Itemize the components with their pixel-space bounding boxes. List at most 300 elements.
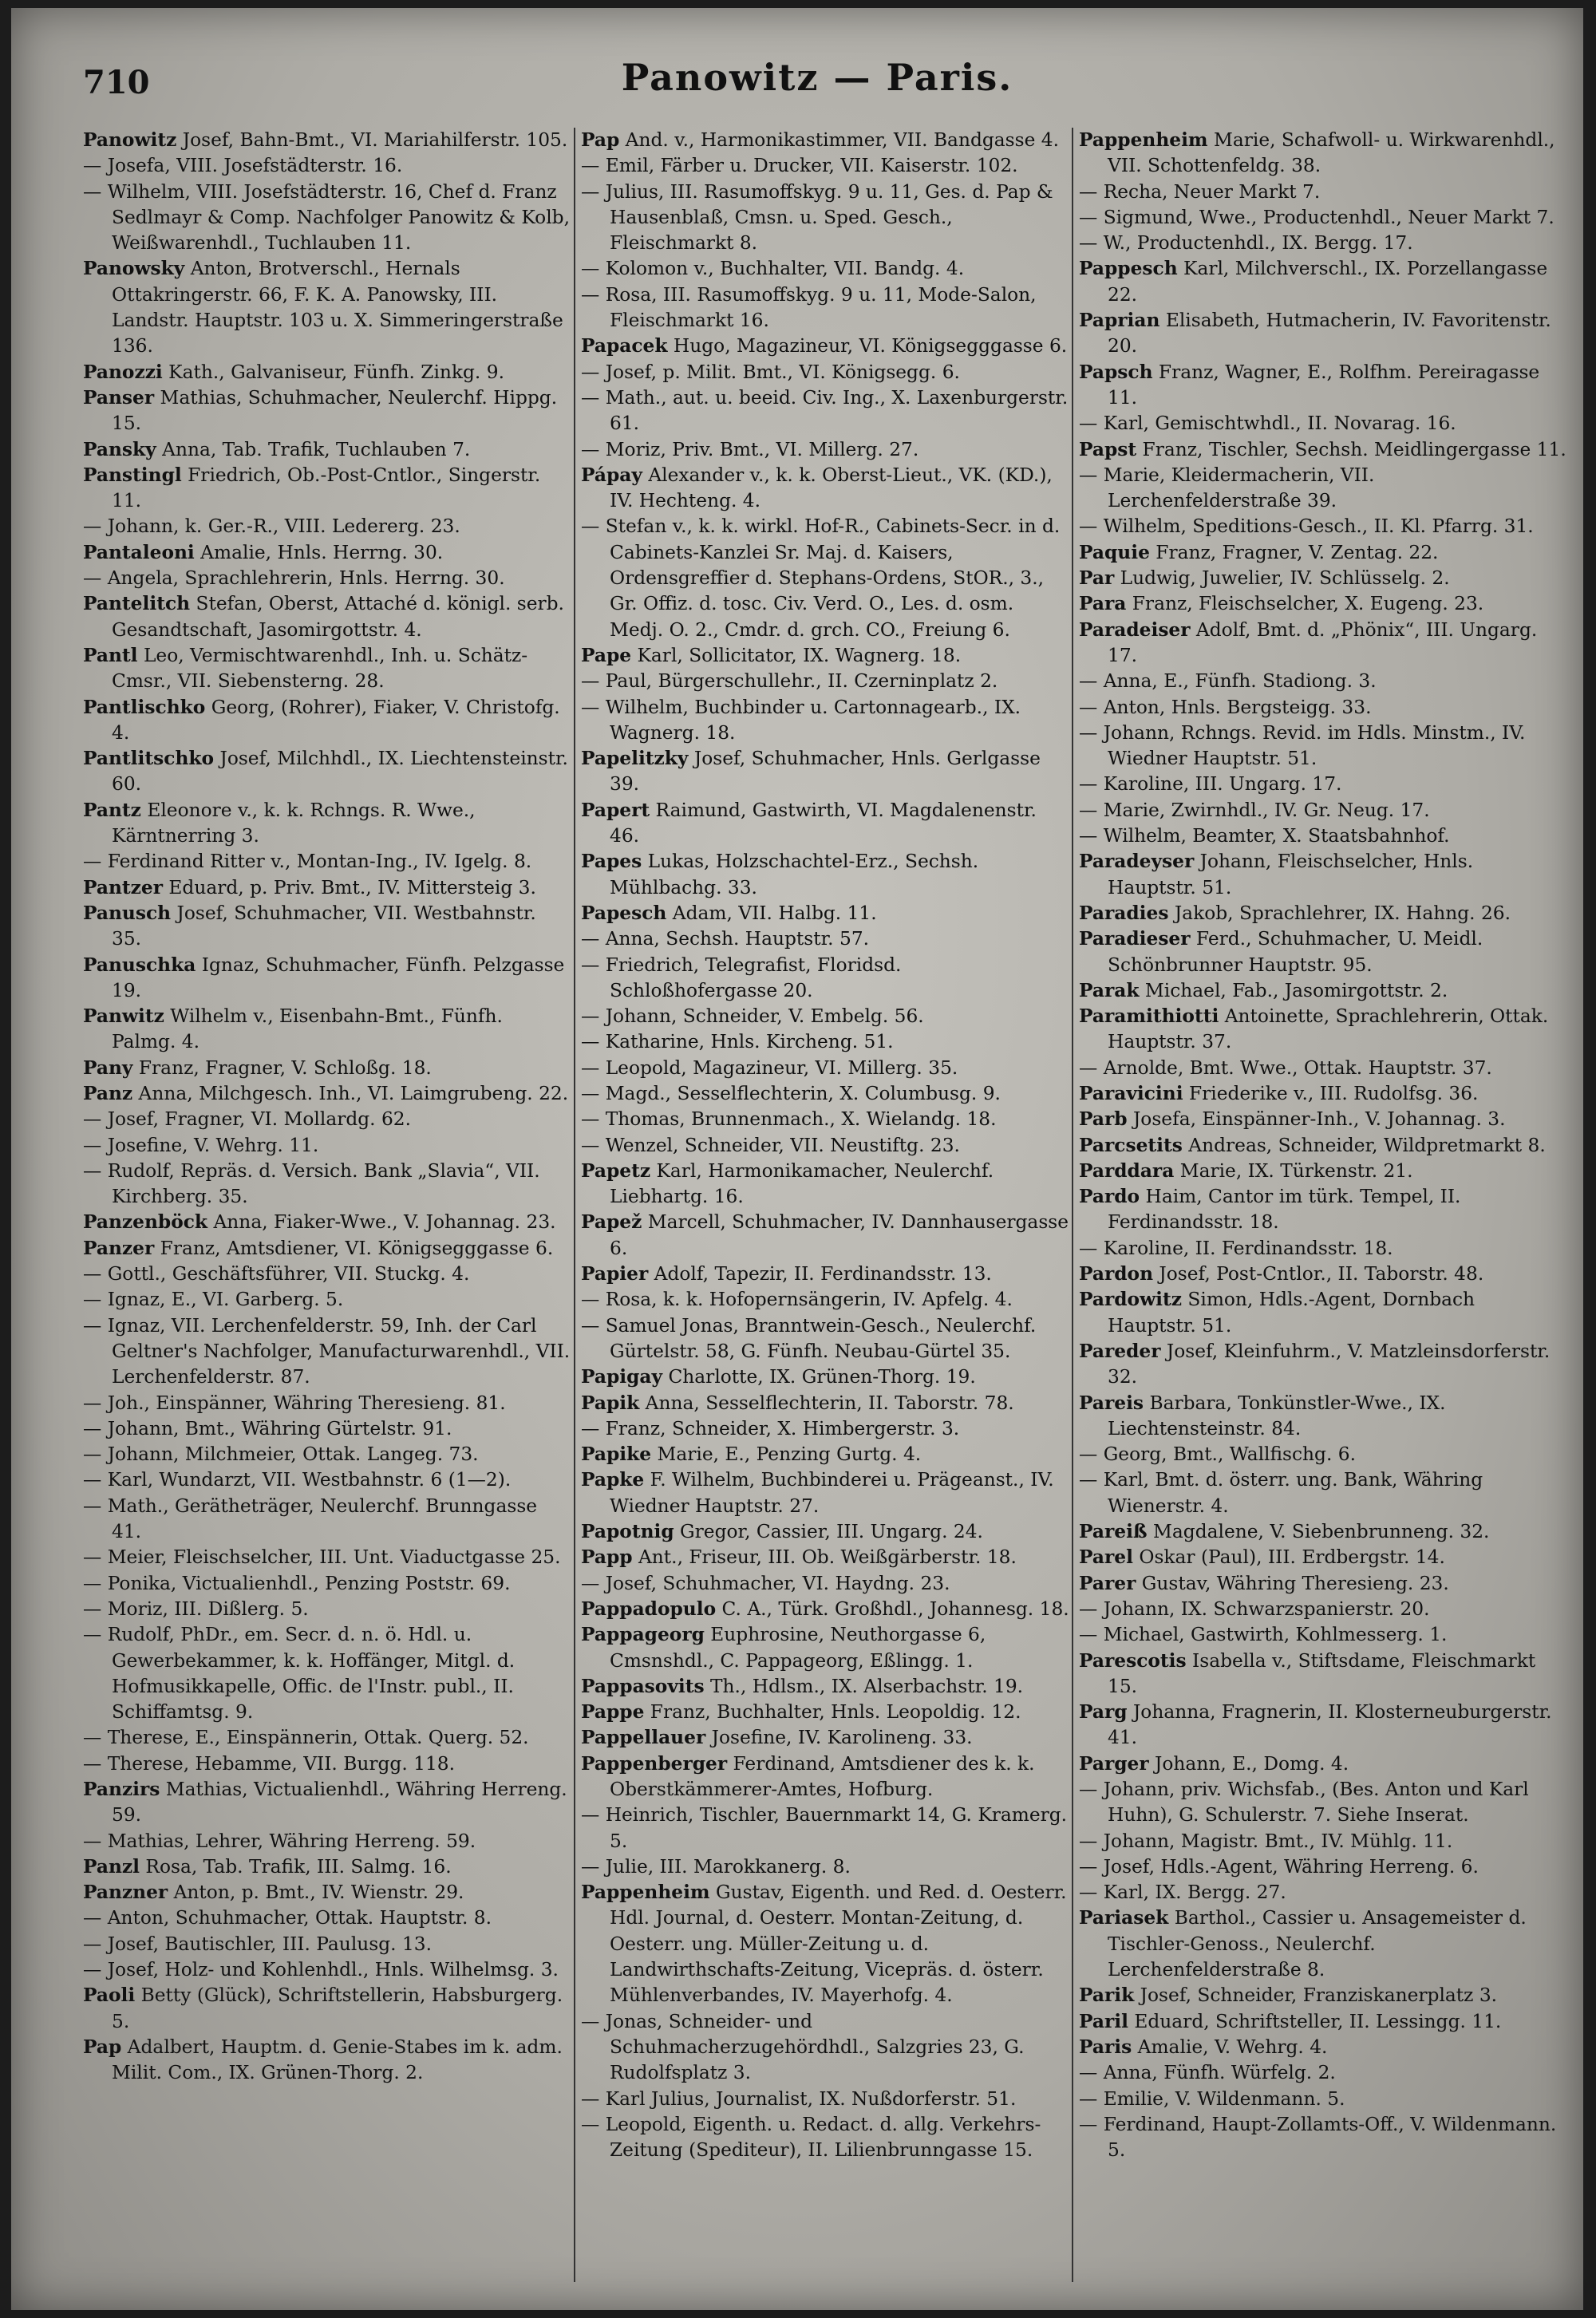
entry-details: Josef, Post-Cntlor., II. Taborstr. 48. [1153, 1263, 1484, 1285]
directory-entry [1079, 540, 1567, 566]
directory-entry [1079, 1442, 1567, 1467]
entry-details: Th., Hdlsm., IX. Alserbachstr. 19. [704, 1675, 1024, 1697]
entry-details: Anton, Brotverschl., Hernals Ottakringerstr. 66, F. K. A. Panowsky, III. Landstr. Hauptstr. 103 u. X. Simmeringerstraße 136. [112, 258, 563, 357]
entry-details: — Moriz, Priv. Bmt., VI. Millerg. 27. [581, 438, 919, 460]
entry-surname: Papert [581, 799, 650, 821]
directory-entry [83, 1133, 571, 1159]
directory-entry [83, 1416, 571, 1442]
entry-surname: Pantl [83, 644, 138, 666]
entry-details: Euphrosine, Neuthorgasse 6, Cmsnshdl., C. Pappageorg, Eßlingg. 1. [610, 1624, 986, 1672]
entry-details: — Ignaz, VII. Lerchenfelderstr. 59, Inh. der Carl Geltner's Nachfolger, Manufacturwarenhdl., VII. Lerchenfelderstr. 87. [83, 1314, 571, 1388]
entry-details: — Gottl., Geschäftsführer, VII. Stuckg. 4. [83, 1263, 470, 1285]
directory-entry [83, 798, 571, 850]
entry-details: Josef, Schuhmacher, VII. Westbahnstr. 35. [112, 902, 536, 950]
entry-details: Friederike v., III. Rudolfsg. 36. [1183, 1082, 1479, 1104]
entry-details: — Karl, Wundarzt, VII. Westbahnstr. 6 (1—2). [83, 1469, 512, 1491]
entry-surname: Panzer [83, 1237, 155, 1259]
entry-details: — Josef, p. Milit. Bmt., VI. Königsegg. 6. [581, 361, 960, 383]
directory-entry [83, 1262, 571, 1287]
directory-entry [581, 2009, 1069, 2087]
directory-entry [83, 128, 571, 153]
entry-details: — Therese, Hebamme, VII. Burgg. 118. [83, 1752, 456, 1775]
directory-entry [581, 180, 1069, 257]
entry-details: Franz, Fragner, V. Schloßg. 18. [132, 1056, 432, 1079]
directory-entry [83, 1159, 571, 1210]
entry-details: — Meier, Fleischselcher, III. Unt. Viaductgasse 25. [83, 1546, 561, 1569]
entry-surname: Paradies [1079, 902, 1169, 924]
entry-details: Anna, Milchgesch. Inh., VI. Laimgrubeng. 22. [132, 1082, 569, 1104]
entry-details: Barbara, Tonkünstler-Wwe., IX. Liechtensteinstr. 84. [1108, 1392, 1446, 1439]
directory-entry [1079, 1184, 1567, 1236]
entry-details: — Rosa, k. k. Hofopernsängerin, IV. Apfelg. 4. [581, 1289, 1013, 1311]
entry-details: Johanna, Fragnerin, II. Klosterneuburgerstr. 41. [1108, 1701, 1552, 1749]
directory-entry [1079, 2087, 1567, 2112]
page-header [83, 56, 1551, 120]
entry-details: — Therese, E., Einspännerin, Ottak. Querg. 52. [83, 1727, 529, 1749]
entry-details: — Friedrich, Telegrafist, Floridsd. Schloßhofergasse 20. [581, 954, 902, 1001]
directory-entry [1079, 1236, 1567, 1262]
directory-entry [83, 1391, 571, 1416]
entry-details: Franz, Wagner, E., Rolfhm. Pereiragasse 11. [1108, 361, 1540, 409]
directory-entry [581, 153, 1069, 179]
entry-details: — Josef, Fragner, VI. Mollardg. 62. [83, 1108, 412, 1131]
directory-entry [581, 1442, 1069, 1467]
entry-details: — Samuel Jonas, Branntwein-Gesch., Neulerchf. Gürtelstr. 58, G. Fünfh. Neubau-Gürtel 35. [581, 1314, 1037, 1362]
entry-details: Mathias, Schuhmacher, Neulerchf. Hippg. 15. [112, 386, 558, 435]
entry-details: — Marie, Zwirnhdl., IV. Gr. Neug. 17. [1079, 799, 1430, 821]
entry-details: — Karoline, III. Ungarg. 17. [1079, 773, 1342, 796]
entry-details: And. v., Harmonikastimmer, VII. Bandgasse 4. [619, 129, 1059, 151]
entry-details: Johann, Fleischselcher, Hnls. Hauptstr. 51. [1108, 851, 1474, 898]
entry-surname: Panwitz [83, 1005, 164, 1028]
entry-details: — Michael, Gastwirth, Kohlmesserg. 1. [1079, 1624, 1448, 1646]
directory-entry [1079, 695, 1567, 721]
entry-details: Franz, Fragner, V. Zentag. 22. [1149, 541, 1439, 563]
entry-surname: Papke [581, 1469, 645, 1491]
entry-surname: Pappe [581, 1701, 645, 1724]
directory-entry [1079, 1751, 1567, 1777]
directory-entry [1079, 1391, 1567, 1443]
entry-surname: Paril [1079, 2010, 1128, 2032]
entry-surname: Paradieser [1079, 928, 1191, 950]
entry-surname: Papes [581, 851, 642, 873]
directory-entry [581, 514, 1069, 642]
entry-surname: Papotnig [581, 1521, 674, 1543]
directory-entry [83, 1597, 571, 1622]
directory-entry [581, 1725, 1069, 1751]
directory-entry [581, 2112, 1069, 2164]
entry-surname: Pantlischko [83, 696, 206, 718]
directory-entry [83, 1854, 571, 1880]
directory-entry [1079, 180, 1567, 205]
directory-entry [581, 1262, 1069, 1287]
entry-details: Franz, Fleischselcher, X. Eugeng. 23. [1126, 593, 1484, 615]
entry-details: — Ferdinand Ritter v., Montan-Ing., IV. Igelg. 8. [83, 851, 532, 873]
entry-details: — Ignaz, E., VI. Garberg. 5. [83, 1289, 344, 1311]
entry-surname: Papetz [581, 1159, 651, 1182]
entry-details: — Ferdinand, Haupt-Zollamts-Off., V. Wildenmann. 5. [1079, 2113, 1557, 2162]
directory-entry [581, 746, 1069, 798]
entry-details: — Heinrich, Tischler, Bauernmarkt 14, G. Kramerg. 5. [581, 1804, 1068, 1852]
directory-entry [581, 695, 1069, 747]
entry-details: — Josef, Holz- und Kohlenhdl., Hnls. Wilhelmsg. 3. [83, 1959, 559, 1981]
directory-entry [581, 669, 1069, 694]
entry-details: Mathias, Victualienhdl., Währing Herreng. 59. [112, 1779, 567, 1826]
entry-surname: Pareder [1079, 1340, 1161, 1362]
directory-entry [83, 540, 571, 566]
directory-entry [1079, 1983, 1567, 2008]
entry-details: — Stefan v., k. k. wirkl. Hof-R., Cabinets-Secr. in d. Cabinets-Kanzlei Sr. Maj. d. Kaisers, Ordensgreffier d. Stephans-Ordens, StOR., 3., Gr. Offiz. d. tosc. Civ. Verd. O., Les. d. osm. Medj. O. 2., Cmdr. d. grch. CO., Freiung 6. [581, 515, 1061, 641]
entry-surname: Panozzi [83, 361, 163, 383]
directory-entry [581, 334, 1069, 359]
directory-entry [581, 360, 1069, 385]
directory-entry [83, 256, 571, 359]
entry-surname: Papesch [581, 902, 667, 924]
entry-surname: Papigay [581, 1366, 663, 1388]
directory-entry [1079, 978, 1567, 1004]
directory-entry [83, 591, 571, 643]
entry-details: — Franz, Schneider, X. Himbergerstr. 3. [581, 1417, 960, 1439]
directory-entry [581, 1467, 1069, 1519]
directory-entry [1079, 1519, 1567, 1545]
directory-entry [581, 926, 1069, 952]
entry-surname: Parel [1079, 1546, 1133, 1569]
entry-details: — Wilhelm, VIII. Josefstädterstr. 16, Chef d. Franz Sedlmayr & Comp. Nachfolger Panowitz & Kolb, Weißwarenhdl., Tuchlauben 11. [83, 180, 570, 255]
directory-entry [581, 1854, 1069, 1880]
entry-details: Amalie, V. Wehrg. 4. [1132, 2036, 1328, 2058]
directory-entry [83, 1467, 571, 1493]
directory-entry [581, 1597, 1069, 1622]
entry-details: Oskar (Paul), III. Erdbergstr. 14. [1132, 1546, 1445, 1569]
entry-details: Wilhelm v., Eisenbahn-Bmt., Fünfh. Palmg. 4. [112, 1005, 503, 1053]
entry-surname: Papelitzky [581, 748, 689, 770]
page-number: 710 [83, 64, 150, 101]
directory-entry [581, 1056, 1069, 1081]
entry-details: Rosa, Tab. Trafik, III. Salmg. 16. [140, 1855, 452, 1878]
entry-details: Alexander v., k. k. Oberst-Lieut., VK. (KD.), IV. Hechteng. 4. [610, 464, 1053, 512]
entry-details: C. A., Türk. Großhdl., Johannesg. 18. [716, 1597, 1069, 1620]
entry-surname: Pappesch [1079, 258, 1178, 280]
directory-entry [581, 1416, 1069, 1442]
entry-details: Eduard, Schriftsteller, II. Lessingg. 11. [1128, 2010, 1502, 2032]
directory-page [11, 8, 1583, 2310]
entry-details: — Josef, Hdls.-Agent, Währing Herreng. 6. [1079, 1855, 1479, 1878]
entry-surname: Parer [1079, 1572, 1136, 1594]
entry-details: — Johann, Bmt., Währing Gürtelstr. 91. [83, 1417, 452, 1439]
entry-details: — Julius, III. Rasumoffskyg. 9 u. 11, Ges. d. Pap & Hausenblaß, Cmsn. u. Sped. Gesch., Fleischmarkt 8. [581, 180, 1053, 255]
directory-entry [581, 463, 1069, 515]
directory-entry [581, 437, 1069, 463]
entry-details: Karl, Milchverschl., IX. Porzellangasse 22. [1108, 258, 1548, 306]
entry-surname: Pap [581, 129, 620, 151]
entry-surname: Pardon [1079, 1263, 1154, 1285]
directory-entry [1079, 231, 1567, 256]
directory-entry [1079, 901, 1567, 926]
entry-details: — Karl, IX. Bergg. 27. [1079, 1882, 1286, 1904]
directory-entry [83, 1957, 571, 1983]
directory-entry [1079, 308, 1567, 360]
entry-surname: Panzner [83, 1882, 168, 1904]
directory-entry [83, 695, 571, 747]
entry-details: Barthol., Cassier u. Ansagemeister d. Tischler-Genoss., Neulerchf. Lerchenfelderstraße 8. [1108, 1907, 1527, 1981]
directory-entry [1079, 798, 1567, 823]
entry-details: F. Wilhelm, Buchbinderei u. Prägeanst., IV. Wiedner Hauptstr. 27. [610, 1469, 1054, 1517]
entry-details: Gustav, Währing Theresieng. 23. [1136, 1572, 1449, 1594]
entry-details: Simon, Hdls.-Agent, Dornbach Hauptstr. 51. [1108, 1289, 1476, 1337]
directory-entry [83, 1880, 571, 1905]
directory-entry [581, 1081, 1069, 1107]
entry-surname: Papike [581, 1443, 652, 1466]
directory-entry [581, 1751, 1069, 1803]
entry-surname: Papier [581, 1263, 649, 1285]
directory-entry [83, 1494, 571, 1546]
directory-entry [1079, 514, 1567, 539]
entry-details: Jakob, Sprachlehrer, IX. Hahng. 26. [1168, 902, 1511, 924]
directory-entry [581, 1133, 1069, 1159]
entry-surname: Paquie [1079, 541, 1150, 563]
directory-entry [581, 1700, 1069, 1725]
entry-details: Amalie, Hnls. Herrng. 30. [194, 541, 444, 563]
directory-entry [1079, 1880, 1567, 1905]
entry-details: — Recha, Neuer Markt 7. [1079, 180, 1321, 203]
entry-surname: Paris [1079, 2036, 1132, 2058]
directory-entry [83, 2035, 571, 2087]
entry-details: Anna, Tab. Trafik, Tuchlauben 7. [156, 438, 471, 460]
entry-details: — Josef, Schuhmacher, VI. Haydng. 23. [581, 1572, 950, 1594]
entry-details: — Math., aut. u. beeid. Civ. Ing., X. Laxenburgerstr. 61. [581, 386, 1069, 435]
entry-surname: Pareiß [1079, 1521, 1148, 1543]
directory-entry [83, 643, 571, 695]
entry-surname: Parak [1079, 979, 1140, 1001]
entry-details: Anna, Fiaker-Wwe., V. Johannag. 23. [207, 1211, 556, 1234]
directory-entry [83, 1905, 571, 1931]
entry-details: — Johann, IX. Schwarzspanierstr. 20. [1079, 1597, 1430, 1620]
entry-details: Josefa, Einspänner-Inh., V. Johannag. 3. [1127, 1108, 1506, 1131]
entry-surname: Panowsky [83, 258, 185, 280]
entry-details: Ant., Friseur, III. Ob. Weißgärberstr. 18. [632, 1546, 1017, 1569]
entry-details: — Anton, Schuhmacher, Ottak. Hauptstr. 8. [83, 1907, 492, 1929]
directory-entry [581, 1029, 1069, 1055]
entry-details: Anton, p. Bmt., IV. Wienstr. 29. [168, 1882, 464, 1904]
entry-details: Anna, Sesselflechterin, II. Taborstr. 78. [639, 1392, 1014, 1414]
entry-surname: Paradeiser [1079, 618, 1191, 641]
directory-entry [83, 153, 571, 179]
entry-details: — Karl, Gemischtwhdl., II. Novarag. 16. [1079, 413, 1456, 435]
directory-entry [1079, 1004, 1567, 1056]
entry-details: Leo, Vermischtwarenhdl., Inh. u. Schätz-Cmsr., VII. Siebensterng. 28. [112, 644, 528, 693]
entry-details: — Johann, Schneider, V. Embelg. 56. [581, 1005, 924, 1028]
directory-entry [1079, 1777, 1567, 1829]
entry-details: Josef, Bahn-Bmt., VI. Mariahilferstr. 105. [176, 129, 568, 151]
entry-details: — Rosa, III. Rasumoffskyg. 9 u. 11, Mode-Salon, Fleischmarkt 16. [581, 283, 1037, 332]
entry-details: — Magd., Sesselflechterin, X. Columbusg. 9. [581, 1082, 1001, 1104]
directory-entry [1079, 1649, 1567, 1700]
directory-entry [1079, 2060, 1567, 2086]
directory-entry [83, 1287, 571, 1313]
entry-details: — Anna, E., Fünfh. Stadiong. 3. [1079, 670, 1377, 693]
entry-surname: Papsch [1079, 361, 1153, 383]
column-divider [574, 128, 575, 2282]
directory-entry [83, 1081, 571, 1107]
directory-entry [1079, 1597, 1567, 1622]
directory-entry [83, 1056, 571, 1081]
directory-entry [1079, 437, 1567, 463]
directory-entry [581, 849, 1069, 901]
entry-details: Kath., Galvaniseur, Fünfh. Zinkg. 9. [162, 361, 504, 383]
entry-surname: Pareis [1079, 1392, 1144, 1414]
directory-entry [1079, 205, 1567, 231]
entry-details: — W., Productenhdl., IX. Bergg. 17. [1079, 232, 1413, 255]
directory-entry [581, 1364, 1069, 1390]
entry-details: Franz, Amtsdiener, VI. Königsegggasse 6. [154, 1237, 554, 1259]
entry-details: Adolf, Bmt. d. „Phönix“, III. Ungarg. 17. [1108, 618, 1538, 666]
entry-details: — Kolomon v., Buchhalter, VII. Bandg. 4. [581, 258, 965, 280]
directory-entry [1079, 2009, 1567, 2035]
directory-entry [581, 128, 1069, 153]
directory-entry [1079, 256, 1567, 308]
directory-entry [1079, 128, 1567, 180]
entry-details: — Math., Gerätheträger, Neulerchf. Brunngasse 41. [83, 1495, 538, 1543]
entry-details: Eleonore v., k. k. Rchngs. R. Wwe., Kärntnerring 3. [112, 799, 476, 847]
entry-surname: Pany [83, 1056, 133, 1079]
directory-entry [581, 385, 1069, 437]
entry-details: Antoinette, Sprachlehrerin, Ottak. Hauptstr. 37. [1108, 1005, 1549, 1053]
entry-surname: Pápay [581, 464, 642, 486]
directory-entry [581, 1803, 1069, 1854]
entry-details: — Emil, Färber u. Drucker, VII. Kaiserstr. 102. [581, 155, 1018, 177]
entry-surname: Panstingl [83, 464, 182, 486]
entry-details: Elisabeth, Hutmacherin, IV. Favoritenstr. 20. [1108, 310, 1551, 357]
directory-entry [1079, 463, 1567, 515]
entry-details: Stefan, Oberst, Attaché d. königl. serb. Gesandtschaft, Jasomirgottstr. 4. [112, 593, 564, 641]
entry-surname: Pantlitschko [83, 748, 215, 770]
directory-entry [1079, 1107, 1567, 1132]
entry-details: — Anna, Sechsh. Hauptstr. 57. [581, 928, 870, 950]
directory-entry [1079, 669, 1567, 694]
entry-details: — Anna, Fünfh. Würfelg. 2. [1079, 2062, 1336, 2084]
directory-entry [1079, 772, 1567, 797]
entry-surname: Pappenheim [1079, 129, 1208, 151]
entry-surname: Papež [581, 1211, 642, 1234]
directory-entry [1079, 1622, 1567, 1648]
directory-entry [83, 385, 571, 437]
entry-details: Marie, Schafwoll- u. Wirkwarenhdl., VII. Schottenfeldg. 38. [1108, 129, 1555, 177]
directory-entry [581, 1107, 1069, 1132]
directory-entry [83, 1313, 571, 1391]
entry-details: — Wilhelm, Beamter, X. Staatsbahnhof. [1079, 825, 1450, 847]
directory-entry [83, 1210, 571, 1235]
directory-entry [83, 875, 571, 901]
directory-entry [1079, 2112, 1567, 2164]
entry-surname: Para [1079, 593, 1127, 615]
entry-details: — Johann, Milchmeier, Ottak. Langeg. 73. [83, 1443, 479, 1466]
directory-entry [581, 1880, 1069, 2008]
entry-details: — Rudolf, PhDr., em. Secr. d. n. ö. Hdl. u. Gewerbekammer, k. k. Hoffänger, Mitgl. d. Hofmusikkapelle, Offic. de l'Instr. publ., II. Schiffamtsg. 9. [83, 1624, 516, 1724]
entry-surname: Pantz [83, 799, 141, 821]
entry-surname: Pappadopulo [581, 1597, 717, 1620]
entry-surname: Paravicini [1079, 1082, 1183, 1104]
entry-details: Marie, IX. Türkenstr. 21. [1174, 1159, 1413, 1182]
entry-surname: Panowitz [83, 129, 177, 151]
directory-entry [83, 437, 571, 463]
directory-entry [581, 1545, 1069, 1570]
entry-details: Adolf, Tapezir, II. Ferdinandsstr. 13. [648, 1263, 992, 1285]
directory-entry [1079, 721, 1567, 772]
directory-entry [581, 1313, 1069, 1365]
directory-entry [581, 1004, 1069, 1029]
entry-details: Adalbert, Hauptm. d. Genie-Stabes im k. adm. Milit. Com., IX. Grünen-Thorg. 2. [112, 2036, 563, 2084]
entry-surname: Panuschka [83, 954, 196, 976]
entry-surname: Pappageorg [581, 1624, 705, 1646]
directory-entry [83, 901, 571, 953]
entry-surname: Pantelitch [83, 593, 191, 615]
entry-details: — Wilhelm, Speditions-Gesch., II. Kl. Pfarrg. 31. [1079, 515, 1534, 538]
entry-details: Josef, Milchhdl., IX. Liechtensteinstr. 60. [112, 748, 568, 796]
directory-entry [83, 1751, 571, 1777]
entry-details: — Wenzel, Schneider, VII. Neustiftg. 23. [581, 1134, 960, 1156]
entry-surname: Pariasek [1079, 1907, 1169, 1929]
entry-details: Josef, Kleinfuhrm., V. Matzleinsdorferstr. 32. [1108, 1340, 1551, 1388]
directory-entry [1079, 566, 1567, 591]
entry-details: — Moriz, III. Dißlerg. 5. [83, 1597, 309, 1620]
entry-surname: Papacek [581, 335, 668, 357]
entry-details: — Ponika, Victualienhdl., Penzing Poststr. 69. [83, 1572, 511, 1594]
entry-details: — Rudolf, Repräs. d. Versich. Bank „Slavia“, VII. Kirchberg. 35. [83, 1159, 540, 1208]
directory-entry [83, 1983, 571, 2035]
entry-surname: Par [1079, 567, 1115, 590]
entry-details: — Mathias, Lehrer, Währing Herreng. 59. [83, 1830, 476, 1852]
entry-details: Johann, E., Domg. 4. [1148, 1752, 1349, 1775]
directory-entry [581, 798, 1069, 850]
directory-entry [581, 1571, 1069, 1597]
entry-details: Friedrich, Ob.-Post-Cntlor., Singerstr. 11. [112, 464, 541, 512]
entry-details: — Johann, priv. Wichsfab., (Bes. Anton und Karl Huhn), G. Schulerstr. 7. Siehe Inserat. [1079, 1779, 1529, 1826]
entry-details: Magdalene, V. Siebenbrunneng. 32. [1147, 1521, 1490, 1543]
directory-entry [1079, 1133, 1567, 1159]
entry-details: Franz, Tischler, Sechsh. Meidlingergasse 11. [1136, 438, 1566, 460]
entry-surname: Panusch [83, 902, 172, 924]
entry-details: — Sigmund, Wwe., Productenhdl., Neuer Markt 7. [1079, 206, 1555, 228]
directory-entry [1079, 1545, 1567, 1570]
directory-entry [83, 953, 571, 1005]
entry-details: — Marie, Kleidermacherin, VII. Lerchenfelderstraße 39. [1079, 464, 1375, 512]
entry-surname: Parb [1079, 1108, 1128, 1131]
entry-surname: Pap [83, 2036, 122, 2058]
directory-entry [581, 2087, 1069, 2112]
entry-details: — Leopold, Eigenth. u. Redact. d. allg. Verkehrs-Zeitung (Spediteur), II. Lilienbrunngasse 15. [581, 2113, 1041, 2162]
entry-surname: Paramithiotti [1079, 1005, 1219, 1028]
entry-details: Josef, Schuhmacher, Hnls. Gerlgasse 39. [610, 748, 1041, 796]
entry-details: Franz, Buchhalter, Hnls. Leopoldig. 12. [644, 1701, 1021, 1724]
entry-details: — Karl, Bmt. d. österr. ung. Bank, Währing Wienerstr. 4. [1079, 1469, 1483, 1517]
directory-entry [83, 514, 571, 539]
entry-surname: Pantzer [83, 876, 164, 898]
entry-surname: Pantaleoni [83, 541, 195, 563]
directory-entry [581, 1391, 1069, 1416]
directory-entry [581, 1674, 1069, 1700]
entry-details: — Angela, Sprachlehrerin, Hnls. Herrng. 30. [83, 567, 505, 590]
entry-details: Lukas, Holzschachtel-Erz., Sechsh. Mühlbachg. 33. [610, 851, 979, 898]
directory-entry [83, 1004, 571, 1056]
entry-details: — Wilhelm, Buchbinder u. Cartonnagearb., IX. Wagnerg. 18. [581, 696, 1021, 744]
entry-details: Marcell, Schuhmacher, IV. Dannhausergasse 6. [610, 1211, 1069, 1259]
entry-details: — Anton, Hnls. Bergsteigg. 33. [1079, 696, 1372, 718]
directory-entry [1079, 1339, 1567, 1391]
entry-surname: Paradeyser [1079, 851, 1195, 873]
entry-details: Marie, E., Penzing Gurtg. 4. [651, 1443, 922, 1466]
column-divider [1072, 128, 1073, 2282]
column-middle [581, 128, 1069, 2163]
